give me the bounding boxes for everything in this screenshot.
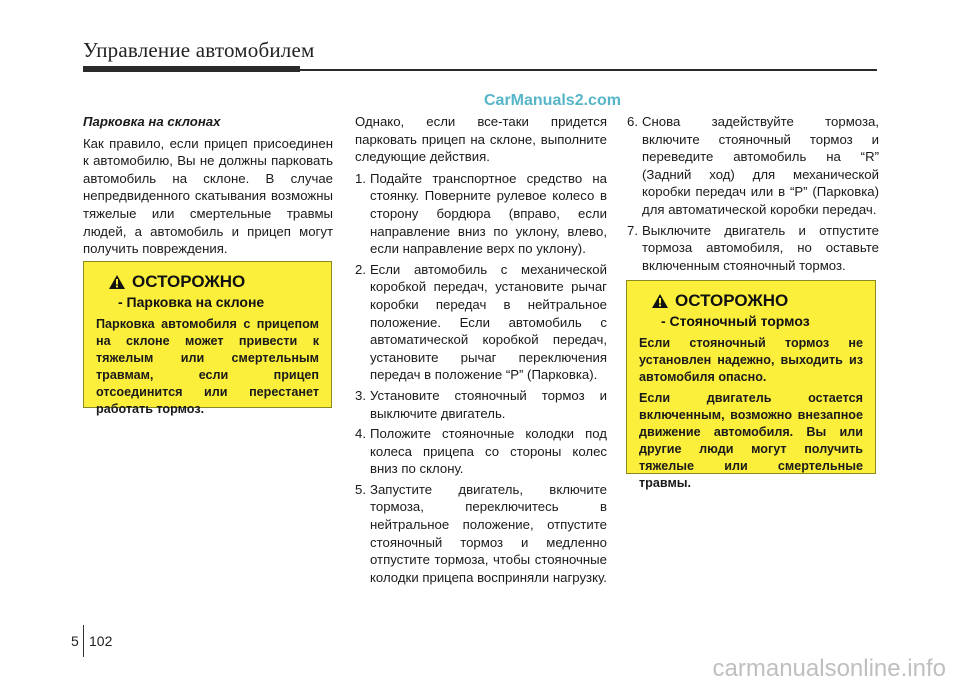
- list-item: 5. Запустите двигатель, включите тормоза, переключитесь в нейтральное положение, отпустите стояночный тормоз и медленно отпустите тормоза, чтобы стояночные колодки прицепа восприняли нагрузку.: [355, 481, 607, 585]
- warning-body-2: Если двигатель остается включенным, возможно внезапное движение автомобиля. Вы или другие люди могут получить тяжелые или смертельные травмы.: [639, 391, 863, 490]
- steps-list-1: [355, 170, 607, 587]
- list-item: 4. Положите стояночные колодки под колеса прицепа со стороны колес вниз по склону.: [355, 426, 607, 477]
- page-number: 102: [89, 633, 113, 649]
- list-item: 1. Подайте транспортное средство на стоянку. Поверните рулевое колесо в сторону бордюра (вправо, если направление вниз по уклону, влево, если направление верх по уклону).: [355, 170, 607, 257]
- watermark-top: CarManuals2.com: [484, 92, 621, 109]
- steps-intro: Однако, если все-таки придется парковать прицеп на склоне, выполните следующие действия.: [355, 114, 607, 165]
- warning-body: Парковка автомобиля с прицепом на склоне может привести к тяжелым или смертельным травмам, если прицеп отсоединится или перестанет работать тормоз.: [96, 317, 319, 416]
- section-number: 5: [71, 633, 79, 649]
- warning-triangle-icon: [651, 293, 669, 309]
- warning-header: [651, 291, 863, 311]
- subheading-parking-slopes: Парковка на склонах: [83, 114, 221, 129]
- column-2: [355, 113, 607, 589]
- watermark-bottom: carmanualsonline.info: [712, 655, 946, 682]
- footer-divider: [83, 625, 84, 657]
- warning-header: [108, 272, 319, 292]
- list-item: 3. Установите стояночный тормоз и выключите двигатель.: [355, 387, 607, 421]
- list-item: 2. Если автомобиль с механической коробкой передач, установите рычаг коробки передач в нейтральное положение. Если автомобиль с автоматической коробкой передач, установите рычаг переключения передач в положение “P” (Парковка).: [355, 261, 607, 383]
- warning-body-1: Если стояночный тормоз не установлен надежно, выходить из автомобиля опасно.: [639, 336, 863, 384]
- column-3: [627, 113, 879, 277]
- intro-paragraph: Как правило, если прицеп присоединен к автомобилю, Вы не должны парковать автомобиль на склоне. В случае непредвиденного скатывания возможны тяжелые или смертельные травмы людей, а автомобиль и прицеп могут получить повреждения.: [83, 135, 333, 257]
- warning-triangle-icon: [108, 274, 126, 290]
- warning-box-slope: [83, 261, 332, 416]
- steps-list-2: [627, 113, 879, 274]
- warning-box-parking-brake: [626, 280, 876, 490]
- column-1: [83, 113, 333, 258]
- list-item: 7. Выключите двигатель и отпустите тормоза автомобиля, но оставьте включенным стояночный тормоз.: [627, 222, 879, 273]
- warning-title: ОСТОРОЖНО: [675, 291, 789, 310]
- page-header-title: Управление автомобилем: [83, 38, 315, 62]
- header-rule-thick: [83, 66, 300, 72]
- header-rule-thin: [300, 69, 877, 71]
- warning-subtitle: - Парковка на склоне: [118, 294, 265, 310]
- warning-title: ОСТОРОЖНО: [132, 272, 246, 291]
- list-item: 6. Снова задействуйте тормоза, включите стояночный тормоз и переведите автомобиль на “R” (Задний ход) для механической коробки передач или в “P” (Парковка) для автоматической коробки передач.: [627, 114, 879, 217]
- warning-subtitle: - Стояночный тормоз: [661, 313, 810, 329]
